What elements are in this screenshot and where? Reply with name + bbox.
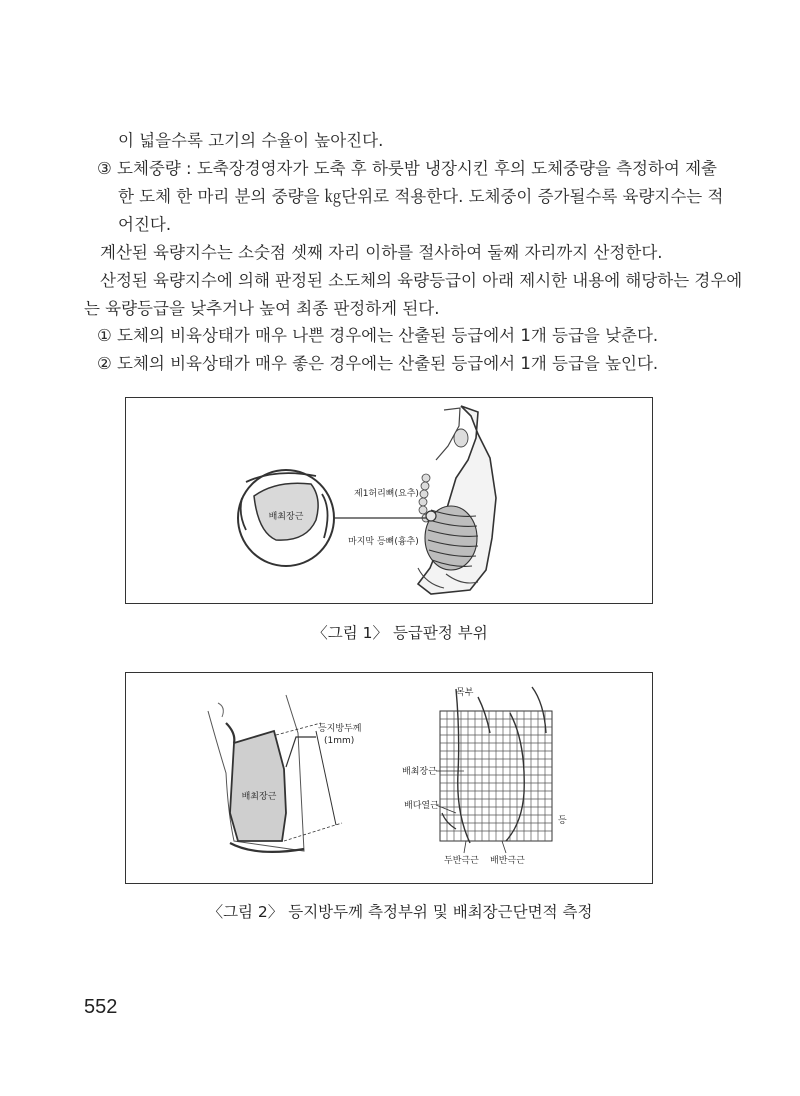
text-line-5: 계산된 육량지수는 소숫점 셋째 자리 이하를 절사하여 둘째 자리까지 산정한다. [100,243,663,262]
figure-2-illustration [126,673,651,882]
text-line-6: 산정된 육량지수에 의해 판정된 소도체의 육량등급이 아래 제시한 내용에 해당하는 경우에 [100,271,743,290]
measurement-grid [440,711,552,841]
text-line-7: 는 육량등급을 낮추거나 높여 최종 판정하게 된다. [84,299,440,318]
label-trapezius: 배다열근 [404,801,439,811]
label-muscle: 배최장근 [268,512,304,522]
label-lumbar: 제1허리뼈(요추) [354,489,419,499]
figure-2-caption: 〈그림 2〉 등지방두께 측정부위 및 배최장근단면적 측정 [207,903,593,921]
page-number: 552 [84,996,118,1018]
figure-1-illustration [126,398,651,602]
text-line-8: ① 도체의 비육상태가 매우 나쁜 경우에는 산출된 등급에서 1개 등급을 낮춘다. [97,326,659,345]
figure-1-box [125,397,653,604]
label-muscle-left: 배최장근 [241,792,277,802]
marker-point [426,511,436,521]
text-line-2: ③ 도체중량 : 도축장경영자가 도축 후 하룻밤 냉장시킨 후의 도체중량을 측정하여 제출 [97,159,717,178]
label-spinalis: 두반극근 [444,856,479,866]
label-neck: 목부 [456,688,474,698]
figure-1-caption: 〈그림 1〉 등급판정 부위 [312,624,488,642]
label-fat-mm: (1mm) [324,736,355,746]
label-rib: 마지막 등뼈(흉추) [348,537,419,547]
label-semispinalis: 배반극근 [490,856,525,866]
text-line-4: 어진다. [118,215,172,234]
loin-eye-shape [230,731,286,841]
label-fat: 등지방두께 [318,724,362,734]
text-line-1: 이 넓을수록 고기의 수율이 높아진다. [118,131,384,150]
label-muscle-right: 배최장근 [402,767,437,777]
text-line-9: ② 도체의 비육상태가 매우 좋은 경우에는 산출된 등급에서 1개 등급을 높인다. [97,354,659,373]
text-line-3: 한 도체 한 마리 분의 중량을 ㎏단위로 적용한다. 도체중이 증가될수록 육량지수는 적 [118,187,724,206]
label-back: 등 [558,816,567,826]
figure-2-box [125,672,653,884]
